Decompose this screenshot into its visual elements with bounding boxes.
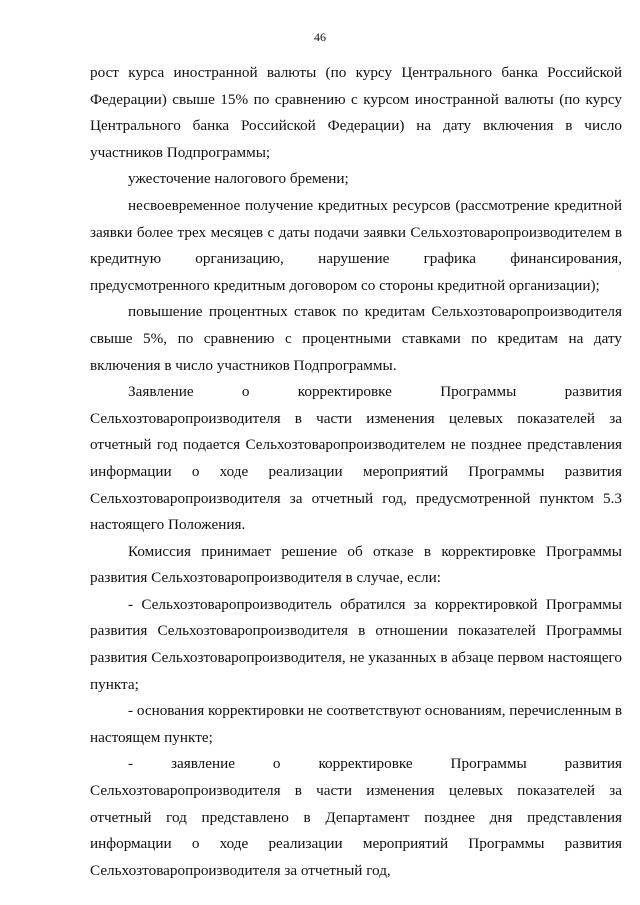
paragraph-tax-burden: ужесточение налогового бремени; bbox=[128, 170, 349, 188]
paragraph-commission-refusal: Комиссия принимает решение об отказе в корректировке Программы развития Сельхозтоваропроизводителя в случае, если: bbox=[90, 542, 622, 587]
page-number: 46 bbox=[314, 30, 326, 44]
paragraph-credit-delay: несвоевременное получение кредитных ресурсов (рассмотрение кредитной заявки более трех месяцев с даты подачи заявки Сельхозтоваропроизводителем в кредитную организацию, нарушение графика финансирования, предусмотренного кредитным договором со стороны кредитной организации); bbox=[90, 196, 622, 294]
paragraph-adjustment-application: Заявление о корректировке Программы развития Сельхозтоваропроизводителя в части изменения целевых показателей за отчетный год подается Сельхозтоваропроизводителем не позднее представления информации о ходе реализации мероприятий Программы развития Сельхозтоваропроизводителя за отчетный год, предусмотренной пунктом 5.3 настоящего Положения. bbox=[90, 383, 622, 534]
paragraph-interest-rate: повышение процентных ставок по кредитам Сельхозтоваропроизводителя свыше 5%, по сравнению с процентными ставками по кредитам на дату включения в число участников Подпрограммы. bbox=[90, 303, 622, 374]
document-body bbox=[90, 60, 622, 884]
paragraph-currency-rate: рост курса иностранной валюты (по курсу Центрального банка Российской Федерации) свыше 15% по сравнению с курсом иностранной валюты (по курсу Центрального банка Российской Федерации) на дату включения в число участников Подпрограммы; bbox=[90, 64, 622, 161]
list-item-refusal-grounds: - основания корректировки не соответствуют основаниям, перечисленным в настоящем пункте; bbox=[90, 702, 622, 746]
list-item-refusal-indicators: - Сельхозтоваропроизводитель обратился за корректировкой Программы развития Сельхозтоваропроизводителя в отношении показателей Программы развития Сельхозтоваропроизводителя, не указанных в абзаце первом настоящего пункта; bbox=[90, 595, 622, 693]
list-item-refusal-late-application: - заявление о корректировке Программы развития Сельхозтоваропроизводителя в части изменения целевых показателей за отчетный год представлено в Департамент позднее дня представления информации о ходе реализации мероприятий Программы развития Сельхозтоваропроизводителя за отчетный год, bbox=[90, 755, 622, 879]
